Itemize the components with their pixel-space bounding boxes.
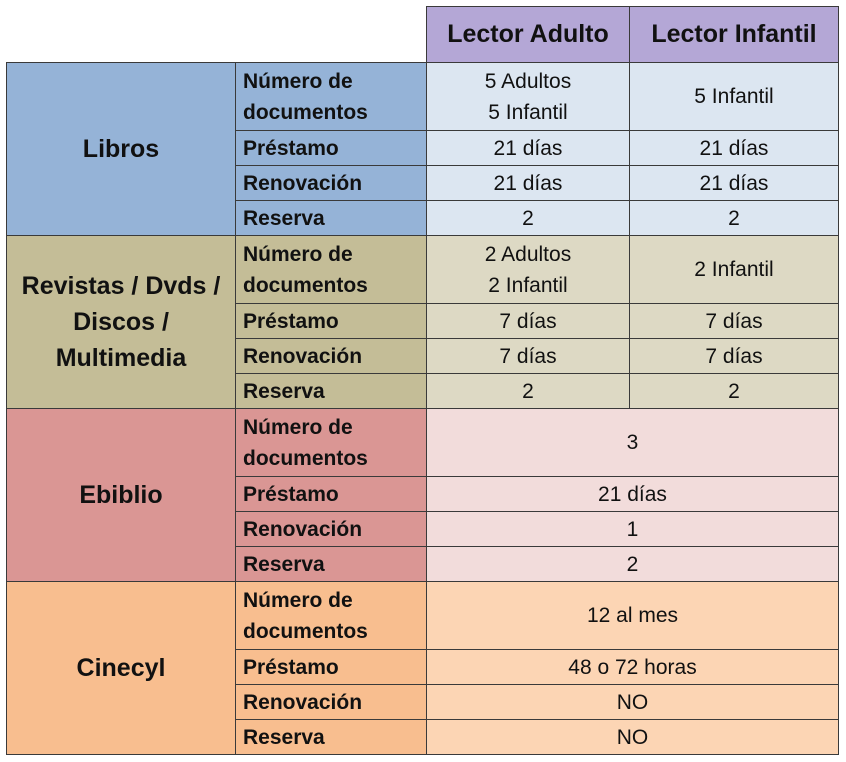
value-adulto [427,236,630,304]
value-merged: NO [427,720,839,755]
attr-numero-documentos [236,582,427,650]
value-adulto: 7 días [427,339,630,374]
value-infantil: 7 días [630,339,839,374]
value-adulto: 21 días [427,166,630,201]
category-cinecyl: Cinecyl [7,582,236,755]
value-infantil: 21 días [630,131,839,166]
value-infantil: 21 días [630,166,839,201]
table-row [7,582,839,650]
value-infantil: 7 días [630,304,839,339]
category-revistas-dvds-discos-multimedia [7,236,236,409]
attr-numero-documentos [236,63,427,131]
category-libros: Libros [7,63,236,236]
attr-label-line: documentos [243,100,368,124]
header-lector-infantil: Lector Infantil [630,7,839,63]
table-row [7,236,839,304]
value-merged: 12 al mes [427,582,839,650]
attr-prestamo: Préstamo [236,131,427,166]
attr-label-line: documentos [243,619,368,643]
value-line: 2 Infantil [488,273,568,297]
loan-rules-table [6,6,839,755]
attr-renovacion: Renovación [236,166,427,201]
attr-label-line: Número de [243,415,353,439]
attr-label-line: documentos [243,446,368,470]
value-merged: NO [427,685,839,720]
value-adulto: 21 días [427,131,630,166]
value-infantil: 5 Infantil [630,63,839,131]
attr-numero-documentos [236,409,427,477]
table-row [7,63,839,131]
attr-reserva: Reserva [236,720,427,755]
attr-prestamo: Préstamo [236,477,427,512]
attr-renovacion: Renovación [236,339,427,374]
category-ebiblio: Ebiblio [7,409,236,582]
value-line: 5 Adultos [484,69,572,93]
value-infantil: 2 [630,374,839,409]
attr-label-line: Número de [243,242,353,266]
attr-reserva: Reserva [236,547,427,582]
header-lector-adulto: Lector Adulto [427,7,630,63]
value-adulto: 7 días [427,304,630,339]
table-row [7,409,839,477]
empty-corner [7,7,427,63]
category-line: Multimedia [55,344,187,372]
value-merged: 48 o 72 horas [427,650,839,685]
value-merged: 1 [427,512,839,547]
attr-reserva: Reserva [236,201,427,236]
attr-label-line: documentos [243,273,368,297]
attr-renovacion: Renovación [236,512,427,547]
value-adulto: 2 [427,374,630,409]
attr-prestamo: Préstamo [236,304,427,339]
header-row [7,7,839,63]
attr-numero-documentos [236,236,427,304]
value-adulto: 2 [427,201,630,236]
value-line: 2 Adultos [484,242,572,266]
value-merged: 3 [427,409,839,477]
attr-renovacion: Renovación [236,685,427,720]
value-infantil: 2 Infantil [630,236,839,304]
attr-label-line: Número de [243,69,353,93]
value-merged: 21 días [427,477,839,512]
value-merged: 2 [427,547,839,582]
category-line: Discos / [73,308,169,336]
attr-prestamo: Préstamo [236,650,427,685]
attr-reserva: Reserva [236,374,427,409]
value-adulto [427,63,630,131]
category-line: Revistas / Dvds / [21,272,221,300]
value-line: 5 Infantil [488,100,568,124]
value-infantil: 2 [630,201,839,236]
attr-label-line: Número de [243,588,353,612]
